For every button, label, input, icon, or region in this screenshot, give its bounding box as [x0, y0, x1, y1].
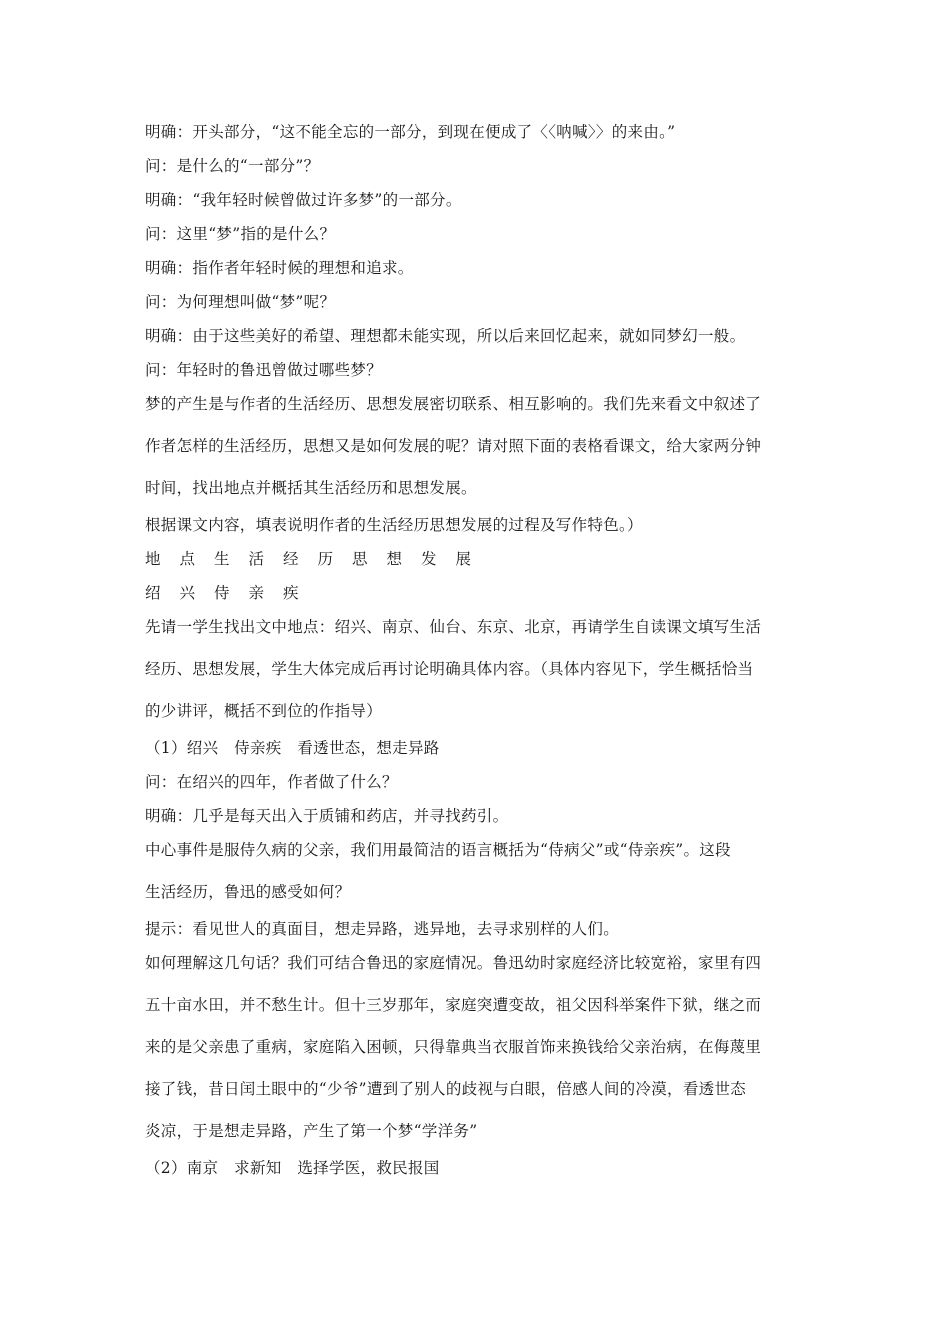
document-body — [145, 122, 810, 1178]
text-line: 明确：开头部分，“这不能全忘的一部分，到现在便成了〈〈呐喊〉〉的来由。” — [145, 123, 676, 141]
paragraph — [145, 840, 810, 902]
text-line: 明确：由于这些美好的希望、理想都未能实现，所以后来回忆起来，就如同梦幻一般。 — [145, 327, 746, 345]
paragraph-row: 五十亩水田，并不愁生计。但十三岁那年，家庭突遭变故，祖父因科举案件下狱，继之而 — [145, 996, 762, 1014]
table-header-row: 地点生活经历思想发展 — [145, 550, 491, 568]
paragraph-row: 先请一学生找出文中地点：绍兴、南京、仙台、东京、北京，再请学生自读课文填写生活 — [145, 618, 762, 636]
paragraph-row: 作者怎样的生活经历，思想又是如何发展的呢？请对照下面的表格看课文，给大家两分钟 — [145, 437, 762, 455]
text-line: 根据课文内容，填表说明作者的生活经历思想发展的过程及写作特色。） — [145, 516, 643, 534]
paragraph-row: 来的是父亲患了重病，家庭陷入困顿，只得靠典当衣服首饰来换钱给父亲治病，在侮蔑里 — [145, 1038, 762, 1056]
table-row: 绍兴侍亲疾 — [145, 584, 318, 602]
paragraph-row: 炎凉，于是想走异路，产生了第一个梦“学洋务” — [145, 1122, 478, 1140]
text-line: 明确：指作者年轻时候的理想和追求。 — [145, 259, 414, 277]
text-line: 明确：“我年轻时候曾做过许多梦”的一部分。 — [145, 191, 462, 209]
paragraph-row: 如何理解这几句话？我们可结合鲁迅的家庭情况。鲁迅幼时家庭经济比较宽裕，家里有四 — [145, 954, 762, 972]
text-line: 明确：几乎是每天出入于质铺和药店，并寻找药引。 — [145, 807, 509, 825]
paragraph-row: 经历、思想发展，学生大体完成后再讨论明确具体内容。（具体内容见下，学生概括恰当 — [145, 660, 754, 678]
section-heading: （1）绍兴 侍亲疾 看透世态，想走异路 — [145, 739, 440, 757]
text-line: 问：是什么的“一部分”？ — [145, 157, 320, 175]
text-line: 问：在绍兴的四年，作者做了什么？ — [145, 773, 398, 791]
paragraph-row: 的少讲评，概括不到位的作指导） — [145, 702, 383, 720]
paragraph — [145, 953, 810, 1141]
paragraph-row: 时间，找出地点并概括其生活经历和思想发展。 — [145, 479, 477, 497]
text-line: 问：为何理想叫做“梦”呢？ — [145, 293, 336, 311]
paragraph — [145, 394, 810, 498]
paragraph-row: 梦的产生是与作者的生活经历、思想发展密切联系、相互影响的。我们先来看文中叙述了 — [145, 395, 762, 413]
text-line: 问：年轻时的鲁迅曾做过哪些梦？ — [145, 361, 383, 379]
paragraph-row: 接了钱，昔日闰土眼中的“少爷”遭到了别人的歧视与白眼，倍感人间的冷漠，看透世态 — [145, 1080, 747, 1098]
paragraph — [145, 617, 810, 721]
paragraph-row: 生活经历，鲁迅的感受如何？ — [145, 883, 351, 901]
text-line: 提示：看见世人的真面目，想走异路，逃异地，去寻求别样的人们。 — [145, 920, 620, 938]
paragraph-row: 中心事件是服侍久病的父亲，我们用最简洁的语言概括为“侍病父”或“侍亲疾”。这段 — [145, 841, 731, 859]
text-line: 问：这里“梦”指的是什么？ — [145, 225, 336, 243]
section-heading: （2）南京 求新知 选择学医，救民报国 — [145, 1159, 440, 1177]
